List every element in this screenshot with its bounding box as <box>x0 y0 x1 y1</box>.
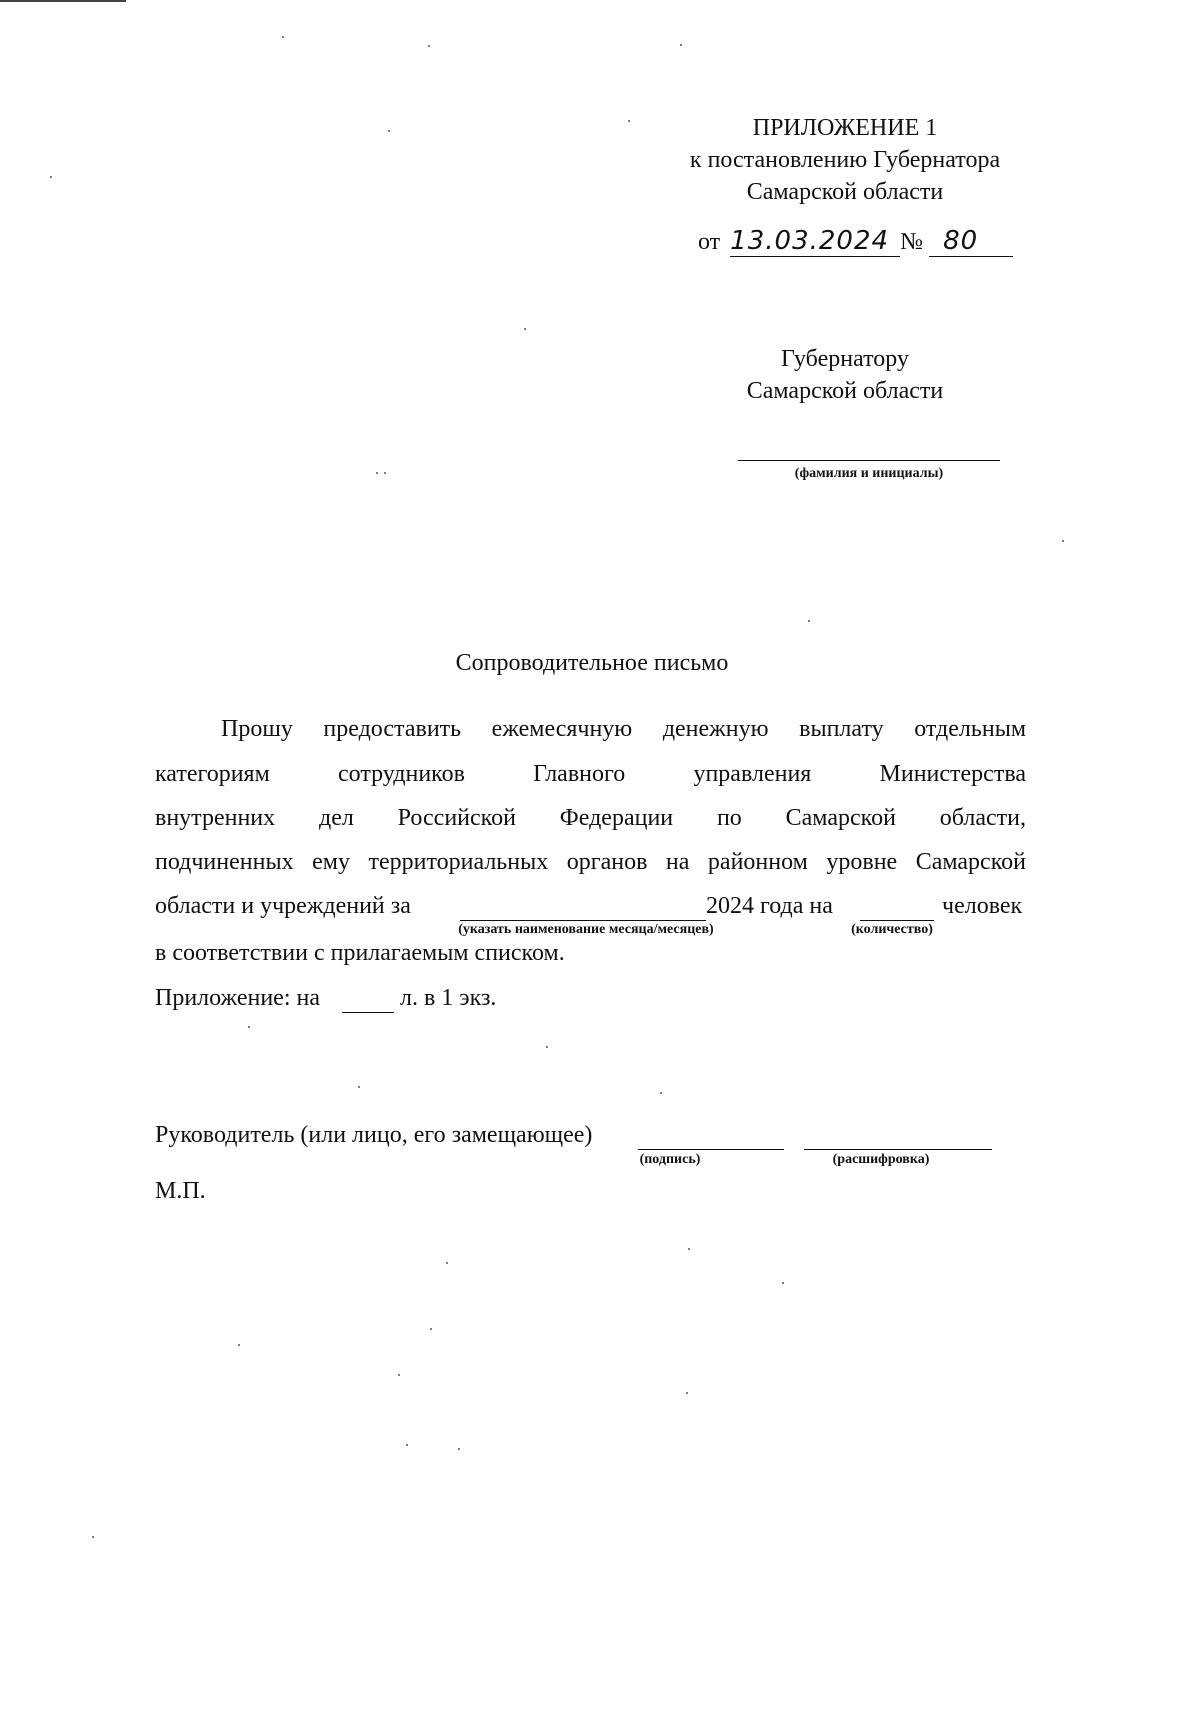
scan-speck <box>384 472 386 474</box>
line5-part3: человек <box>942 893 1023 919</box>
letter-title: Сопроводительное письмо <box>455 650 729 676</box>
line5-part2: 2024 года на <box>706 893 833 919</box>
handwritten-number: 80 <box>929 226 1013 257</box>
scan-speck <box>376 472 378 474</box>
scan-speck <box>458 1448 460 1450</box>
attachment-part1: Приложение: на <box>155 985 320 1011</box>
decode-blank-line <box>804 1149 992 1150</box>
line5-part1: области и учреждений за <box>155 893 411 919</box>
handwritten-date: 13.03.2024 <box>730 226 900 257</box>
signature-label: Руководитель (или лицо, его замещающее) <box>155 1122 593 1148</box>
signature-caption: (подпись) <box>639 1152 701 1167</box>
scan-speck <box>358 1086 360 1088</box>
scan-speck <box>660 1092 662 1094</box>
addressee-line1: Губернатору <box>781 346 909 372</box>
scan-speck <box>248 1026 250 1028</box>
scan-speck <box>50 176 52 178</box>
addressee-line2: Самарской области <box>746 378 944 404</box>
annex-line-decree: к постановлению Губернатора <box>689 147 1001 173</box>
para-line-1: Прошу предоставить ежемесячную денежную выплату отдельным <box>221 716 1026 742</box>
scan-speck <box>782 1282 784 1284</box>
para-line-2: категориям сотрудников Главного управления Министерства <box>155 761 1026 787</box>
sheets-blank-line <box>342 1012 394 1013</box>
para-line-3: внутренних дел Российской Федерации по Самарской области, <box>155 805 1026 831</box>
scan-speck <box>628 120 630 122</box>
month-caption: (указать наименование месяца/месяцев) <box>458 922 714 937</box>
scan-speck <box>680 44 682 46</box>
number-sign: № <box>900 229 924 255</box>
scan-speck <box>406 1444 408 1446</box>
scan-speck <box>398 1374 400 1376</box>
scan-speck <box>688 1248 690 1250</box>
annex-line-region: Самарской области <box>746 179 944 205</box>
scan-speck <box>808 620 810 622</box>
attachment-part2: л. в 1 экз. <box>400 985 497 1011</box>
decree-reference <box>698 226 1013 257</box>
month-blank-line <box>460 920 706 921</box>
annex-title: ПРИЛОЖЕНИЕ 1 <box>752 115 938 141</box>
scan-speck <box>388 130 390 132</box>
addressee-block <box>660 343 1030 407</box>
count-blank-line <box>860 920 934 921</box>
scan-speck <box>524 328 526 330</box>
decode-caption: (расшифровка) <box>832 1152 930 1167</box>
signature-blank-line <box>638 1149 784 1150</box>
scan-speck <box>446 1262 448 1264</box>
scan-speck <box>546 1046 548 1048</box>
para-line-6: в соответствии с прилагаемым списком. <box>155 940 565 966</box>
scan-speck <box>686 1392 688 1394</box>
scan-speck <box>428 45 430 47</box>
fio-blank-line <box>738 460 1000 461</box>
scan-speck <box>282 36 284 38</box>
scan-speck <box>1062 540 1064 542</box>
scan-speck <box>92 1536 94 1538</box>
count-caption: (количество) <box>851 922 933 937</box>
fio-caption: (фамилия и инициалы) <box>794 466 944 481</box>
para-line-4: подчиненных ему территориальных органов на районном уровне Самарской <box>155 849 1026 875</box>
seal-mark: М.П. <box>155 1178 206 1204</box>
annex-header <box>660 112 1030 208</box>
scan-speck <box>238 1344 240 1346</box>
scan-edge-mark <box>0 0 126 2</box>
from-prefix: от <box>698 229 721 255</box>
scan-speck <box>430 1328 432 1330</box>
